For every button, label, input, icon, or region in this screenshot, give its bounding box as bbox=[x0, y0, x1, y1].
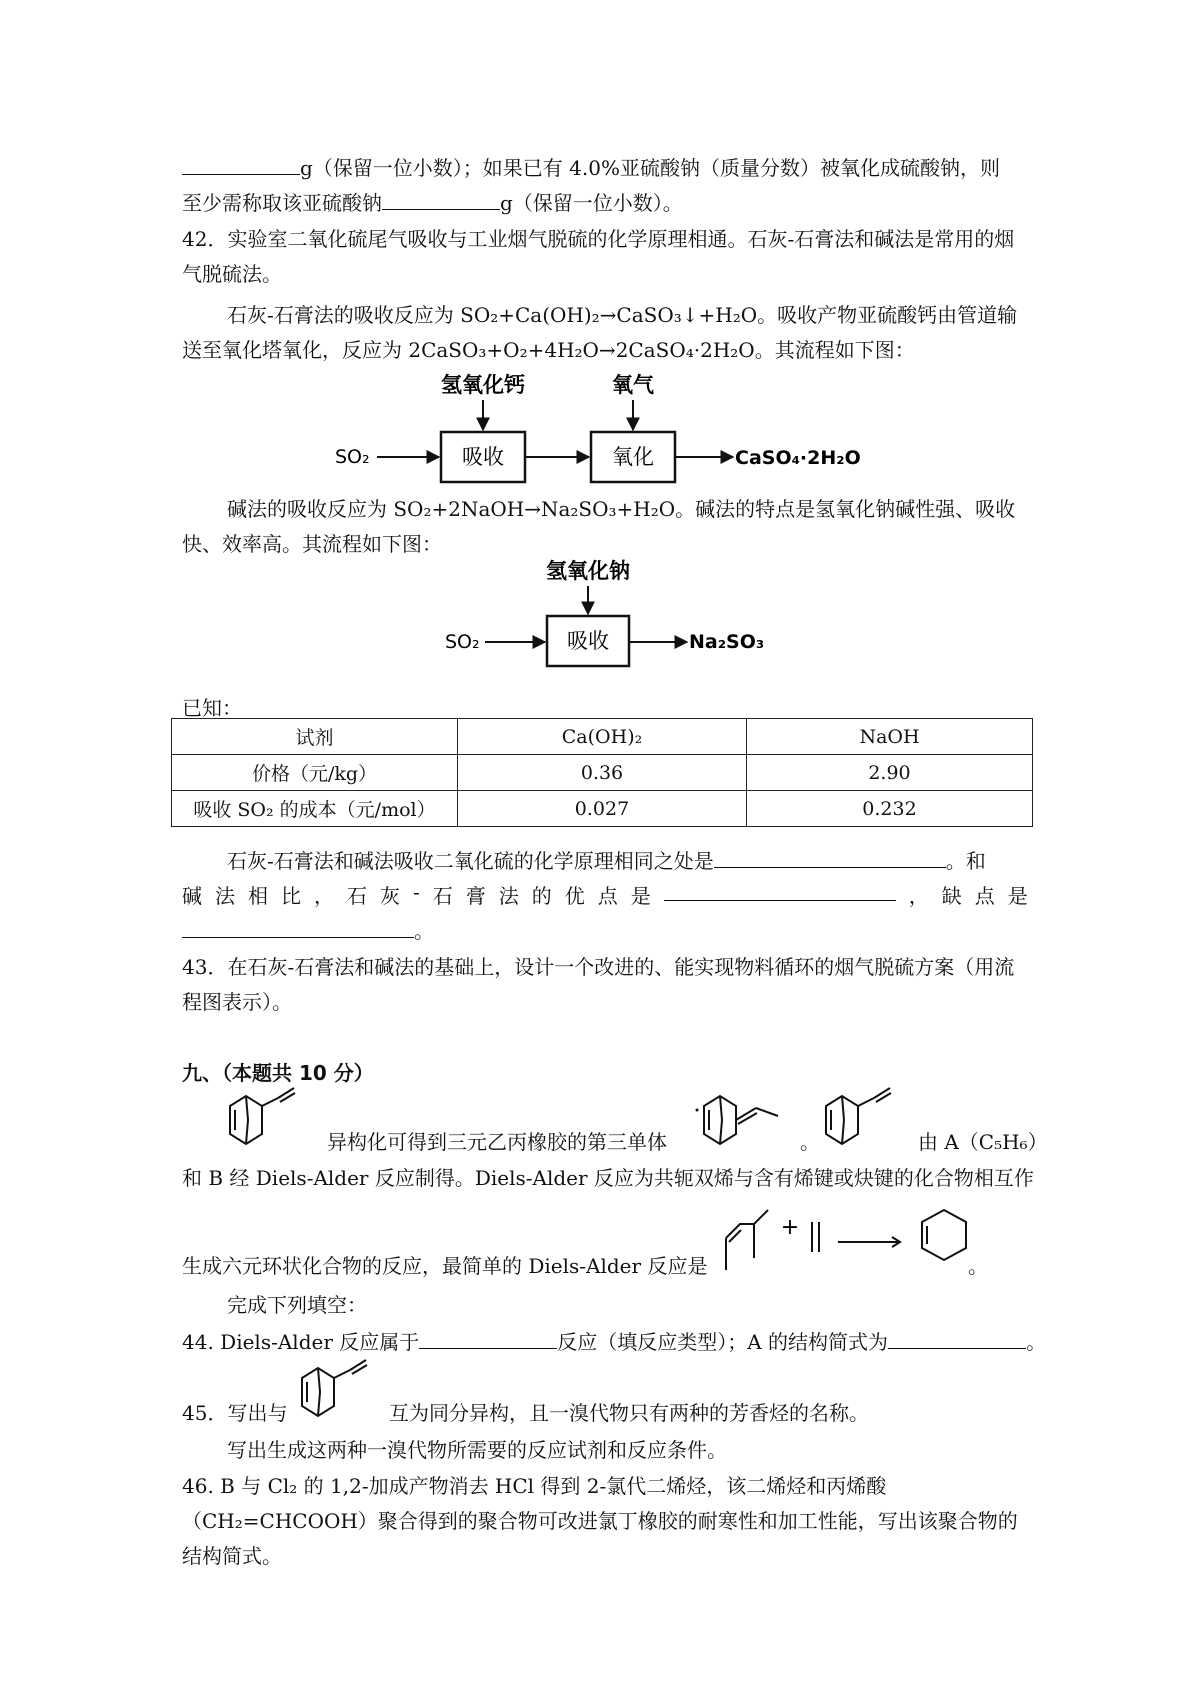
flow1-reagent1: 氢氧化钙 bbox=[441, 373, 525, 397]
q44-line bbox=[182, 1326, 1046, 1355]
section9-line2: 和 B 经 Diels-Alder 反应制得。Diels-Alder 反应为共轭双烯与含有烯键或炔键的化合物相互作 bbox=[182, 1166, 1034, 1190]
flow1-output: CaSO₄·2H₂O bbox=[735, 447, 861, 469]
char: 膏 bbox=[465, 884, 486, 908]
section9-fill-prompt: 完成下列填空： bbox=[227, 1293, 367, 1317]
q42-disadv-line bbox=[182, 915, 434, 944]
answer-blank[interactable] bbox=[182, 154, 300, 175]
char: - bbox=[413, 880, 420, 904]
alkali-flow-diagram bbox=[445, 558, 765, 678]
answer-blank[interactable] bbox=[382, 189, 500, 210]
q42-common-end: 。和 bbox=[945, 849, 986, 873]
flow2-output: Na₂SO₃ bbox=[689, 631, 765, 653]
table-cell: 2.90 bbox=[747, 755, 1033, 791]
diels-alder-reaction-scheme bbox=[722, 1200, 982, 1280]
table-cell: NaOH bbox=[747, 719, 1033, 755]
char: 相 bbox=[248, 884, 268, 908]
char: 比 bbox=[281, 884, 301, 908]
q42-lime-text: 石灰-石膏法的吸收反应为 SO₂+Ca(OH)₂→CaSO₃↓+H₂O。吸收产物亚硫酸钙由管道输送至氧化塔氧化，反应为 2CaSO₃+O₂+4H₂O→2CaSO₄·2H₂O。其流程如下图： bbox=[182, 303, 1018, 362]
flow2-box-absorb-label: 吸收 bbox=[567, 629, 609, 653]
flow1-input: SO₂ bbox=[335, 446, 370, 468]
answer-blank[interactable] bbox=[664, 880, 896, 901]
answer-blank[interactable] bbox=[888, 1328, 1026, 1349]
section9-period: 。 bbox=[800, 1130, 820, 1154]
known-label: 已知： bbox=[182, 696, 242, 720]
flow2-reagent: 氢氧化钠 bbox=[546, 559, 630, 583]
flow1-box-absorb-label: 吸收 bbox=[462, 445, 504, 469]
q42-common-text: 石灰-石膏法和碱法吸收二氧化硫的化学原理相同之处是 bbox=[227, 849, 714, 873]
char: 的 bbox=[531, 884, 552, 908]
table-cell: 试剂 bbox=[172, 719, 458, 755]
char: 优 bbox=[564, 884, 585, 908]
vinyl-norbornene-structure-2 bbox=[820, 1086, 900, 1158]
q44-part1: 44. Diels-Alder 反应属于 bbox=[182, 1330, 420, 1354]
table-row bbox=[172, 791, 1033, 827]
section9-heading: 九、（本题共 10 分） bbox=[182, 1061, 374, 1085]
q45-part1: 45．写出与 bbox=[182, 1401, 288, 1425]
ethylidene-norbornene-structure bbox=[694, 1086, 790, 1158]
q45-line2: 写出生成这两种一溴代物所需要的反应试剂和反应条件。 bbox=[227, 1438, 727, 1462]
table-cell: 0.027 bbox=[458, 791, 747, 827]
q42-end: 。 bbox=[414, 919, 434, 943]
char: 点 bbox=[974, 884, 995, 908]
section9-from-a: 由 A（C₅H₆） bbox=[918, 1130, 1048, 1154]
q43-text: 43．在石灰-石膏法和碱法的基础上，设计一个改进的、能实现物料循环的烟气脱硫方案（用流程图表示）。 bbox=[182, 955, 1015, 1014]
plus-sign: + bbox=[780, 1215, 800, 1240]
table-cell: 0.36 bbox=[458, 755, 747, 791]
q45-part2: 互为同分异构，且一溴代物只有两种的芳香烃的名称。 bbox=[389, 1401, 869, 1425]
q41-line2-unit: g（保留一位小数）。 bbox=[500, 191, 683, 215]
q42-common-line bbox=[227, 845, 986, 874]
vinyl-norbornene-structure-3 bbox=[296, 1358, 376, 1430]
flow1-box-oxidize-label: 氧化 bbox=[612, 445, 654, 469]
flow2-input: SO₂ bbox=[445, 631, 480, 653]
section9-line3-end: 。 bbox=[968, 1254, 988, 1278]
char: ， bbox=[908, 884, 929, 908]
table-cell: 0.232 bbox=[747, 791, 1033, 827]
q46-text: 46. B 与 Cl₂ 的 1,2-加成产物消去 HCl 得到 2-氯代二烯烃，该二烯烃和丙烯酸（CH₂=CHCOOH）聚合得到的聚合物可改进氯丁橡胶的耐寒性和加工性能，写出该聚合物的结构简式。 bbox=[182, 1474, 1018, 1568]
char: 灰 bbox=[380, 884, 400, 908]
char: 缺 bbox=[941, 884, 962, 908]
section9-isomerize-text: 异构化可得到三元乙丙橡胶的第三单体 bbox=[327, 1130, 667, 1154]
table-header-row bbox=[172, 719, 1033, 755]
q41-line2 bbox=[182, 187, 683, 216]
char: 石 bbox=[432, 884, 453, 908]
q41-line1-text: g（保留一位小数）；如果已有 4.0%亚硫酸钠（质量分数）被氧化成硫酸钠，则 bbox=[300, 156, 1000, 180]
answer-blank[interactable] bbox=[419, 1328, 557, 1349]
char: 碱 bbox=[182, 884, 202, 908]
table-row bbox=[172, 755, 1033, 791]
char: 法 bbox=[215, 884, 235, 908]
table-cell: Ca(OH)₂ bbox=[458, 719, 747, 755]
section9-line3: 生成六元环状化合物的反应，最简单的 Diels-Alder 反应是 bbox=[182, 1254, 708, 1278]
char: 点 bbox=[597, 884, 618, 908]
table-cell: 吸收 SO₂ 的成本（元/mol） bbox=[172, 791, 458, 827]
q42-compare-line bbox=[182, 880, 1028, 909]
char: ， bbox=[314, 884, 334, 908]
answer-blank[interactable] bbox=[182, 917, 414, 938]
char: 是 bbox=[630, 884, 651, 908]
q41-line2-prefix: 至少需称取该亚硫酸钠 bbox=[182, 191, 382, 215]
vinyl-norbornene-structure bbox=[224, 1086, 304, 1158]
q42-intro: 42．实验室二氧化硫尾气吸收与工业烟气脱硫的化学原理相通。石灰-石膏法和碱法是常用的烟气脱硫法。 bbox=[182, 227, 1015, 286]
reagent-cost-table bbox=[171, 718, 1033, 827]
q41-line1 bbox=[182, 152, 1000, 181]
table-cell: 价格（元/kg） bbox=[172, 755, 458, 791]
answer-blank[interactable] bbox=[714, 847, 946, 868]
lime-gypsum-flow-diagram bbox=[335, 370, 895, 500]
flow1-reagent2: 氧气 bbox=[612, 373, 654, 397]
dot-mark bbox=[696, 1109, 699, 1112]
q44-part2: 反应（填反应类型）；A 的结构简式为 bbox=[557, 1330, 889, 1354]
char: 法 bbox=[498, 884, 519, 908]
char: 石 bbox=[347, 884, 367, 908]
q42-alkali-text: 碱法的吸收反应为 SO₂+2NaOH→Na₂SO₃+H₂O。碱法的特点是氢氧化钠碱性强、吸收快、效率高。其流程如下图： bbox=[182, 497, 1016, 556]
q44-part3: 。 bbox=[1026, 1330, 1047, 1354]
char: 是 bbox=[1007, 884, 1028, 908]
